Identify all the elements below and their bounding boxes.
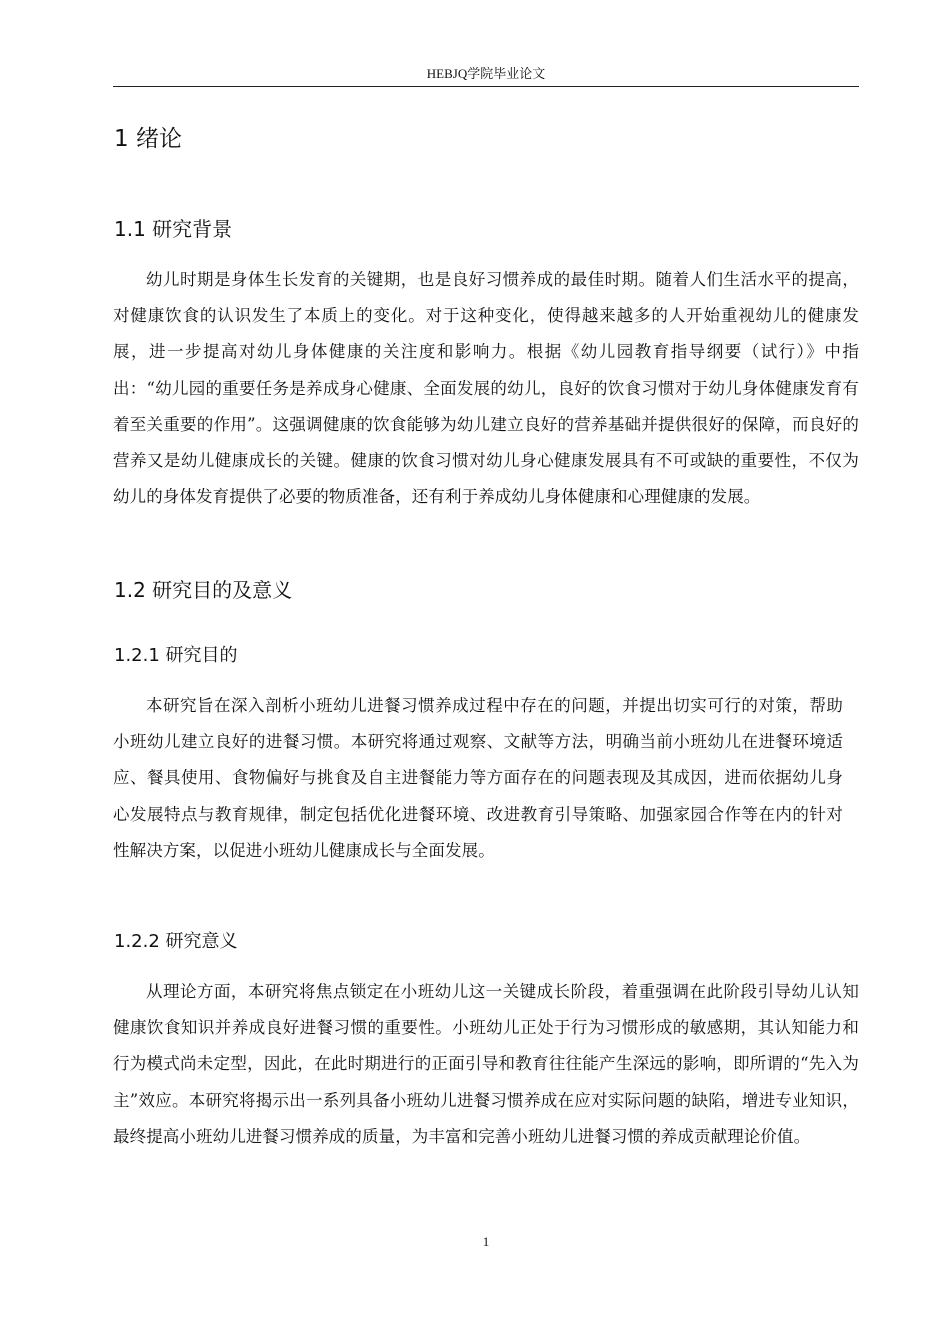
page-number: 1: [482, 1234, 490, 1249]
section-title-purpose-significance: 1.2 研究目的及意义: [114, 578, 293, 602]
purpose-paragraph: 本研究旨在深入剖析小班幼儿进餐习惯养成过程中存在的问题，并提出切实可行的对策，帮助小班幼儿建立良好的进餐习惯。本研究将通过观察、文献等方法，明确当前小班幼儿在进餐环境适应、餐具使用、食物偏好与挑食及自主进餐能力等方面存在的问题表现及其成因，进而依据幼儿身心发展特点与教育规律，制定包括优化进餐环境、改进教育引导策略、加强家园合作等在内的针对性解决方案，以促进小班幼儿健康成长与全面发展。: [113, 696, 843, 860]
section-title-background: 1.1 研究背景: [114, 217, 233, 241]
significance-paragraph: 从理论方面，本研究将焦点锁定在小班幼儿这一关键成长阶段，着重强调在此阶段引导幼儿认知健康饮食知识并养成良好进餐习惯的重要性。小班幼儿正处于行为习惯形成的敏感期，其认知能力和行为模式尚未定型，因此，在此时期进行的正面引导和教育往往能产生深远的影响，即所谓的“先入为主”效应。本研究将揭示出一系列具备小班幼儿进餐习惯养成在应对实际问题的缺陷，增进专业知识，最终提高小班幼儿进餐习惯养成的质量，为丰富和完善小班幼儿进餐习惯的养成贡献理论价值。: [113, 982, 859, 1146]
running-header: HEBJQ学院毕业论文: [426, 66, 546, 81]
chapter-title: 1 绪论: [114, 126, 182, 152]
subsection-title-significance: 1.2.2 研究意义: [114, 931, 238, 952]
subsection-title-purpose: 1.2.1 研究目的: [114, 645, 238, 666]
header-divider: [113, 86, 859, 87]
background-paragraph: 幼儿时期是身体生长发育的关键期，也是良好习惯养成的最佳时期。随着人们生活水平的提高，对健康饮食的认识发生了本质上的变化。对于这种变化，使得越来越多的人开始重视幼儿的健康发展，进一步提高对幼儿身体健康的关注度和影响力。根据《幼儿园教育指导纲要（试行）》中指出：“幼儿园的重要任务是养成身心健康、全面发展的幼儿，良好的饮食习惯对于幼儿身体健康发育有着至关重要的作用”。这强调健康的饮食能够为幼儿建立良好的营养基础并提供很好的保障，而良好的营养又是幼儿健康成长的关键。健康的饮食习惯对幼儿身心健康发展具有不可或缺的重要性，不仅为幼儿的身体发育提供了必要的物质准备，还有利于养成幼儿身体健康和心理健康的发展。: [113, 270, 859, 507]
